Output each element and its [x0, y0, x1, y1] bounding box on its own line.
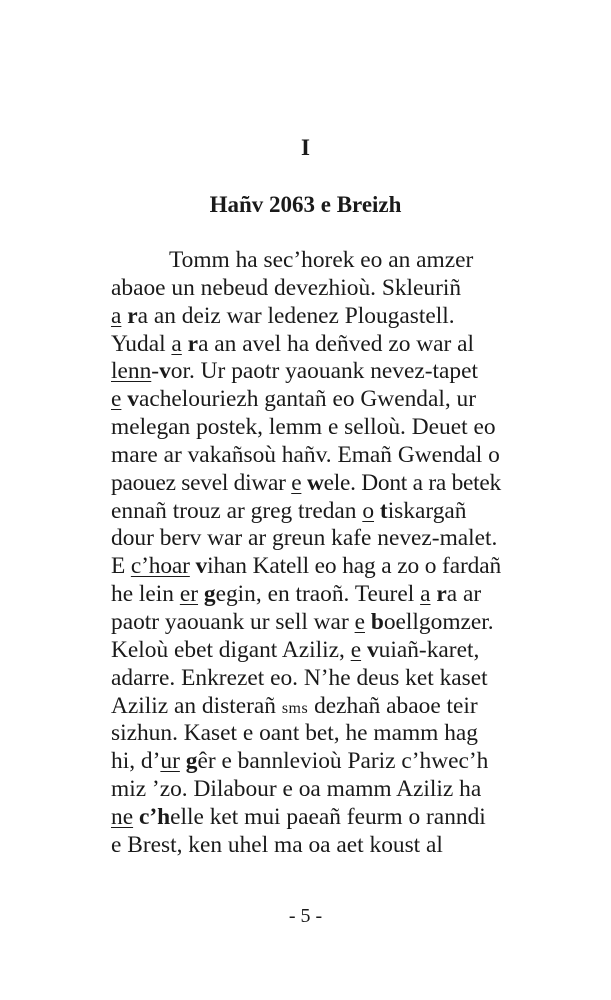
text-segment: mare ar vakañsoù hañv. Emañ Gwendal o [111, 441, 500, 468]
text-line [111, 637, 501, 665]
text-line [111, 386, 501, 414]
underlined-text: e [291, 469, 302, 496]
line-content [111, 665, 488, 693]
chapter-number: I [301, 135, 310, 160]
line-content [111, 331, 474, 359]
underlined-text: lenn [111, 358, 152, 385]
text-segment: a an avel ha deñved zo war al [198, 330, 475, 357]
text-segment: Tomm ha sec’horek eo an amzer [169, 247, 474, 273]
line-content [111, 358, 478, 386]
text-segment: Aziliz an disterañ [111, 692, 282, 719]
text-line [111, 358, 501, 386]
small-caps-text: sms [281, 699, 309, 717]
text-segment: a ar [446, 581, 482, 608]
text-line [111, 665, 501, 693]
text-line [111, 331, 501, 359]
underlined-text: e [354, 608, 365, 635]
text-segment: miz ’zo. Dilabour e oa mamm Aziliz ha [111, 776, 482, 803]
line-content [111, 553, 501, 581]
bold-text: v [127, 386, 139, 413]
line-content [111, 776, 481, 804]
underlined-text: er [179, 581, 199, 608]
bold-text: v [159, 358, 171, 385]
page-number: - 5 - [288, 905, 323, 927]
underlined-text: e [111, 386, 122, 413]
underlined-text: ne [111, 803, 134, 830]
text-line [111, 275, 501, 303]
text-segment: dezhañ abaoe teir [308, 692, 478, 719]
bold-text: r [127, 302, 138, 329]
text-line [111, 553, 501, 581]
underlined-text: ur [160, 748, 180, 775]
text-line [111, 832, 501, 860]
text-line [111, 498, 501, 526]
text-segment: e Brest, ken uhel ma oa aet koust al [111, 831, 443, 858]
text-line [111, 303, 501, 331]
text-segment: melegan postek, lemm e selloù. Deuet eo [111, 414, 496, 441]
text-segment: ennañ trouz ar greg tredan [111, 497, 363, 524]
bold-text: r [187, 330, 199, 357]
text-segment: Yudal [111, 330, 172, 357]
line-content [111, 720, 478, 748]
body-text [111, 247, 501, 860]
text-line [111, 581, 501, 609]
text-segment: adarre. Enkrezet eo. N’he deus ket kaset [111, 664, 488, 691]
underlined-text: o [362, 497, 375, 524]
text-segment: he lein [111, 581, 180, 608]
text-segment: elle ket mui paeañ feurm o ranndi [170, 803, 486, 830]
text-line [111, 804, 501, 832]
bold-text: w [306, 469, 324, 496]
line-content [140, 247, 473, 275]
text-segment: or. Ur paotr yaouank nevez-tapet [170, 358, 478, 385]
line-content [111, 748, 488, 776]
line-content [111, 609, 494, 637]
text-segment: paotr yaouank ur sell war [111, 608, 355, 635]
line-content [111, 581, 481, 609]
underlined-text: e [350, 636, 362, 663]
line-content [111, 303, 455, 331]
text-segment: egin, en traoñ. Teurel [215, 581, 421, 608]
bold-text: v [366, 636, 379, 663]
text-line [111, 247, 501, 275]
text-line [111, 609, 501, 637]
text-segment: a an deiz war ledenez Plougastell. [137, 302, 455, 329]
line-content [111, 498, 467, 526]
text-segment: dour berv war ar greun kafe nevez-malet. [111, 525, 498, 552]
text-segment: abaoe un nebeud devezhioù. Skleuriñ [111, 274, 462, 301]
bold-text: r [436, 581, 447, 608]
line-content [111, 414, 496, 442]
text-segment: ele. Dont a ra betek [323, 469, 501, 496]
text-line [111, 693, 501, 721]
bold-text: b [370, 608, 384, 635]
text-segment: ihan Katell eo hag a zo o fardañ [207, 553, 502, 580]
line-content [111, 804, 486, 832]
text-segment: sizhun. Kaset e oant bet, he mamm hag [111, 720, 478, 747]
text-line [111, 442, 501, 470]
bold-text: g [185, 748, 198, 775]
line-content [111, 525, 497, 553]
underlined-text: a [420, 581, 431, 608]
line-content [111, 693, 478, 723]
underlined-text: a [111, 302, 122, 329]
underlined-text: a [171, 330, 182, 357]
bold-text: c’h [138, 803, 171, 830]
text-line [111, 748, 501, 776]
text-segment: uiañ-karet, [378, 636, 480, 663]
line-content [111, 386, 476, 414]
bold-text: g [203, 581, 216, 608]
text-line [111, 470, 501, 498]
underlined-text: c’hoar [130, 553, 190, 580]
text-line [111, 720, 501, 748]
text-segment: Keloù ebet digant Aziliz, [111, 636, 351, 663]
chapter-title: Hañv 2063 e Breizh [209, 192, 402, 217]
line-content [111, 470, 501, 498]
text-segment: E [111, 553, 131, 580]
text-segment: paouez sevel diwar [111, 469, 292, 496]
line-content [111, 275, 461, 303]
text-segment: êr e bannlevioù Pariz c’hwec’h [197, 748, 489, 775]
text-line [111, 525, 501, 553]
text-segment: hi, d’ [111, 748, 161, 775]
line-content [111, 832, 443, 860]
text-line [111, 776, 501, 804]
line-content [111, 637, 479, 665]
text-line [111, 414, 501, 442]
bold-text: v [195, 553, 208, 580]
text-segment: - [151, 358, 160, 385]
line-content [111, 442, 500, 470]
text-segment: oellgomzer. [383, 608, 494, 635]
text-segment: iskargañ [387, 497, 467, 524]
bold-text: t [379, 497, 388, 524]
text-segment: achelouriezh gantañ eo Gwendal, ur [138, 386, 477, 413]
